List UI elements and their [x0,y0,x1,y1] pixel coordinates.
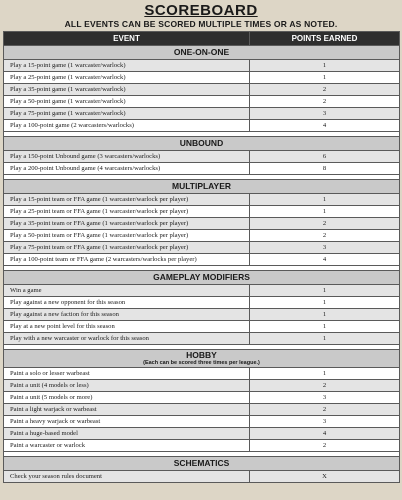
event-cell: Paint a unit (5 models or more) [4,392,250,404]
table-row [4,108,400,120]
event-cell: Play a 100-point team or FFA game (2 warcasters/warlocks per player) [4,254,250,266]
points-cell: 1 [250,206,400,218]
table-header-row [4,32,400,46]
section-title: UNBOUND [179,138,224,148]
table-row [4,471,400,483]
section-title: MULTIPLAYER [171,181,232,191]
section-title-cell [4,180,400,194]
points-cell: 1 [250,368,400,380]
table-row [4,84,400,96]
table-row [4,96,400,108]
table-row [4,218,400,230]
section-title-cell [4,46,400,60]
points-cell: 6 [250,151,400,163]
table-row [4,380,400,392]
event-cell: Play a 150-point Unbound game (3 warcasters/warlocks) [4,151,250,163]
points-cell: 3 [250,108,400,120]
points-cell: 3 [250,416,400,428]
table-row [4,242,400,254]
points-cell: 1 [250,72,400,84]
points-cell: 3 [250,242,400,254]
points-cell: 1 [250,297,400,309]
section-title: ONE-ON-ONE [173,47,230,57]
table-row [4,333,400,345]
points-column-header: POINTS EARNED [250,32,400,46]
section-title: HOBBY [186,350,217,360]
event-column-header: EVENT [4,32,250,46]
points-cell: 2 [250,218,400,230]
table-row [4,404,400,416]
table-row [4,60,400,72]
table-row [4,416,400,428]
table-row [4,297,400,309]
event-cell: Play a 75-point team or FFA game (1 warcaster/warlock per player) [4,242,250,254]
event-cell: Play a 50-point team or FFA game (1 warcaster/warlock per player) [4,230,250,242]
scoreboard-table [3,31,400,483]
points-cell: 1 [250,309,400,321]
event-cell: Paint a heavy warjack or warbeast [4,416,250,428]
event-cell: Play a 15-point game (1 warcaster/warlock) [4,60,250,72]
event-cell: Play a 35-point game (1 warcaster/warlock) [4,84,250,96]
points-cell: 1 [250,285,400,297]
table-row [4,321,400,333]
table-row [4,392,400,404]
table-row [4,428,400,440]
points-cell: 4 [250,428,400,440]
section-header [4,180,400,194]
event-cell: Paint a solo or lesser warbeast [4,368,250,380]
section-header [4,137,400,151]
event-cell: Play a 100-point game (2 warcasters/warlocks) [4,120,250,132]
table-row [4,72,400,84]
table-row [4,368,400,380]
points-cell: 4 [250,254,400,266]
section-header [4,46,400,60]
points-cell: 2 [250,96,400,108]
section-header [4,350,400,368]
table-row [4,194,400,206]
points-cell: 1 [250,321,400,333]
points-cell: 1 [250,333,400,345]
table-row [4,163,400,175]
event-cell: Play at a new point level for this season [4,321,250,333]
points-cell: 4 [250,120,400,132]
section-title-cell [4,271,400,285]
event-cell: Play a 35-point team or FFA game (1 warcaster/warlock per player) [4,218,250,230]
points-cell: 2 [250,230,400,242]
event-cell: Paint a huge-based model [4,428,250,440]
table-body [4,46,400,483]
section-title: GAMEPLAY MODIFIERS [153,272,250,282]
table-row [4,440,400,452]
section-note: (Each can be scored three times per league.) [143,360,260,366]
points-cell: X [250,471,400,483]
event-cell: Paint a light warjack or warbeast [4,404,250,416]
table-row [4,120,400,132]
table-row [4,254,400,266]
section-title-cell [4,137,400,151]
table-row [4,230,400,242]
event-cell: Win a game [4,285,250,297]
section-title-cell [4,350,400,368]
points-cell: 1 [250,60,400,72]
event-cell: Play with a new warcaster or warlock for this season [4,333,250,345]
event-cell: Check your season rules document [4,471,250,483]
points-cell: 2 [250,404,400,416]
points-cell: 2 [250,440,400,452]
event-cell: Play a 200-point Unbound game (4 warcasters/warlocks) [4,163,250,175]
table-row [4,285,400,297]
event-cell: Paint a unit (4 models or less) [4,380,250,392]
section-title-cell [4,457,400,471]
table-row [4,309,400,321]
event-cell: Play against a new faction for this season [4,309,250,321]
points-cell: 1 [250,194,400,206]
event-cell: Play a 15-point team or FFA game (1 warcaster/warlock per player) [4,194,250,206]
points-cell: 2 [250,380,400,392]
points-cell: 3 [250,392,400,404]
section-title: SCHEMATICS [173,458,230,468]
section-header [4,271,400,285]
points-cell: 8 [250,163,400,175]
table-row [4,151,400,163]
page-subtitle: ALL EVENTS CAN BE SCORED MULTIPLE TIMES OR AS NOTED. [64,19,338,29]
section-header [4,457,400,471]
event-cell: Play against a new opponent for this season [4,297,250,309]
event-cell: Play a 25-point team or FFA game (1 warcaster/warlock per player) [4,206,250,218]
event-cell: Play a 25-point game (1 warcaster/warlock) [4,72,250,84]
table-row [4,206,400,218]
points-cell: 2 [250,84,400,96]
event-cell: Paint a warcaster or warlock [4,440,250,452]
event-cell: Play a 50-point game (1 warcaster/warlock) [4,96,250,108]
page-title: SCOREBOARD [144,2,258,19]
event-cell: Play a 75-point game (1 warcaster/warlock) [4,108,250,120]
